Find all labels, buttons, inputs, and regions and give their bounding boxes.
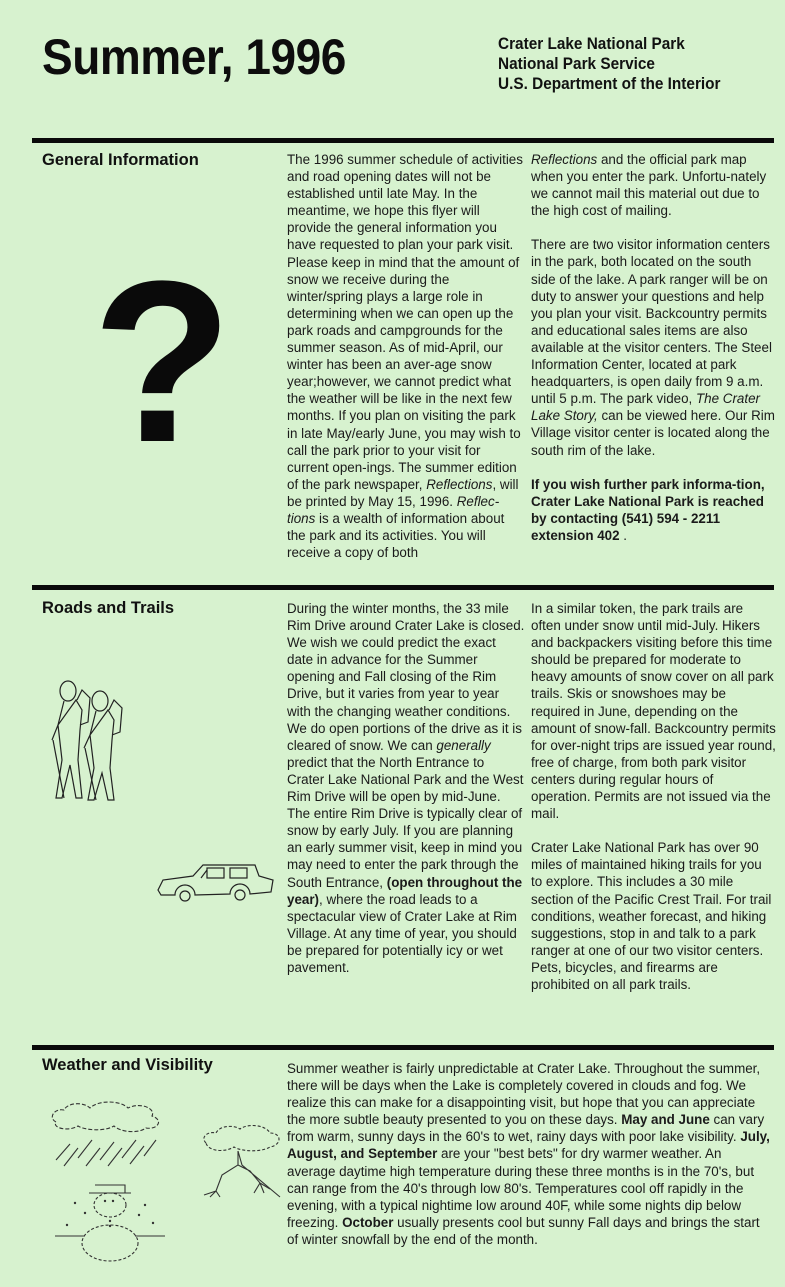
text-run: usually presents cool but sunny Fall days and brings the start of winter snowfall by the end of the month. [287, 1214, 760, 1247]
section-heading-general: General Information [42, 151, 199, 169]
contact-paragraph [531, 476, 776, 544]
text-run: and the official park map when you enter the park. Unfortu-nately we cannot mail this material out due to the high cost of mailing. [531, 152, 767, 219]
text-run: The 1996 summer schedule of activities and road opening dates will not be established until late May. In the meantime, we hope this flyer will provide the general information you have requested to plan your park visit. Please keep in mind that the amount of snow we receive during the winter/spring plays a large role in determining when we can open up the park roads and campgrounds for the summer season. As of mid-April, our winter has been an aver-age snow year;however, we cannot predict what the weather will be like in the next few months. If you plan on visiting the park in late May/early June, you may wish to call the park prior to your visit for current open-ings. The summer edition of the park newspaper, [287, 152, 523, 492]
text-run-italic: The Crater Lake Story, [531, 391, 760, 424]
general-column-2 [531, 151, 776, 544]
paragraph: In a similar token, the park trails are often under snow until mid-July. Hikers and backpackers visiting before this time should be prepared for moderate to heavy amounts of snow cover on all park trails. Skis or snowshoes may be required in June, depending on the amount of snow-fall. Backcountry permits for over-night trips are issued year round, free of charge, from both park visitor centers during regular hours of operation. Permits are not issued via the mail. [531, 601, 776, 822]
text-run-bold: July, August, and September [287, 1129, 770, 1162]
text-run-bold: (open throughout the year) [287, 874, 523, 907]
agency-block [498, 34, 721, 94]
roads-column-2 [531, 600, 776, 993]
section-divider [32, 1045, 774, 1050]
agency-line: U.S. Department of the Interior [498, 75, 721, 93]
text-run-italic: Reflec-tions [287, 493, 500, 526]
text-run: During the winter months, the 33 mile Rim Drive around Crater Lake is closed. We wish we could predict the exact date in advance for the Summer opening and Fall closing of the Rim Drive, but it varies from year to year with the changing weather conditions. We do open portions of the drive as it is cleared of snow. We can [287, 601, 525, 753]
hikers-icon [50, 680, 130, 805]
section-divider [32, 138, 774, 143]
paragraph [531, 236, 776, 458]
general-column-1 [287, 151, 525, 561]
text-run: , will be printed by May 15, 1996. [287, 476, 519, 509]
section-heading-roads: Roads and Trails [42, 599, 175, 617]
text-run: can vary from warm, sunny days in the 60's to wet, rainy days with poor lake visibility. [287, 1112, 765, 1145]
snowman-icon [55, 1183, 165, 1263]
section-heading-weather: Weather and Visibility [42, 1056, 213, 1074]
text-run: , where the road leads to a spectacular view of Crater Lake at Rim Village. At any time of year, you should be prepared for potentially icy or wet pavement. [287, 891, 517, 975]
paragraph [287, 600, 525, 976]
text-run-bold: If you wish further park informa-tion, Crater Lake National Park is reached by contacting (541) 594 - 2211 extension 402 [531, 476, 765, 543]
page-title: Summer, 1996 [42, 29, 346, 85]
paragraph [531, 151, 776, 219]
agency-line: National Park Service [498, 55, 655, 73]
text-run: predict that the North Entrance to Crater Lake National Park and the West Rim Drive will be open by mid-June. The entire Rim Drive is typically clear of snow by early July. If you are planning an early summer visit, keep in mind you may need to enter the park through the South Entrance, [287, 754, 524, 890]
paragraph: Crater Lake National Park has over 90 miles of maintained hiking trails for you to explore. This includes a 30 mile section of the Pacific Crest Trail. For trail conditions, weather forecast, and hiking suggestions, stop in and talk to a park ranger at one of our two visitor centers. Pets, bicycles, and firearms are prohibited on all park trails. [531, 840, 772, 992]
text-run-italic: Reflections [426, 476, 493, 492]
question-mark-icon: ? [92, 233, 233, 490]
paragraph [287, 151, 525, 561]
text-run: Summer weather is fairly unpredictable at Crater Lake. Throughout the summer, there will be days when the Lake is completely covered in clouds and fog. We realize this can make for a disappointing visit, but hope that you can appreciate the more subtle beauty presented to you on these days. [287, 1061, 761, 1128]
text-run: There are two visitor information centers in the park, both located on the south side of the lake. A park ranger will be on duty to answer your questions and help you plan your visit. Backcountry permits and educational sales items are also available at the visitor centers. The Steel Information Center, located at park headquarters, is open daily from 9 a.m. until 5 p.m. The park video, [531, 237, 772, 407]
text-run-bold: October [342, 1214, 394, 1230]
text-run-italic: Reflections [531, 152, 598, 167]
paragraph [287, 1060, 772, 1248]
car-icon [155, 862, 275, 907]
text-run: . [619, 527, 628, 543]
text-run: are your "best bets" for dry warmer weather. An average daytime high temperature during these three months is in the 70's, but can range from the 40's through low 80's. Temperatures cool off rapidly in the evening, with a typical nightime low around 40F, while some nights dip below freezing. [287, 1146, 755, 1230]
text-run: can be viewed here. Our Rim Village visitor center is located along the south rim of the lake. [531, 408, 775, 458]
text-run: is a wealth of information about the park and its activities. You will receive a copy of both [287, 510, 505, 561]
weather-text [287, 1060, 772, 1248]
section-divider [32, 585, 774, 590]
text-run-italic: generally [436, 737, 491, 753]
roads-column-1 [287, 600, 525, 976]
agency-line: Crater Lake National Park [498, 35, 685, 53]
lightning-cloud-icon [200, 1125, 290, 1200]
text-run-bold: May and June [621, 1112, 710, 1128]
rain-cloud-icon [48, 1100, 168, 1170]
